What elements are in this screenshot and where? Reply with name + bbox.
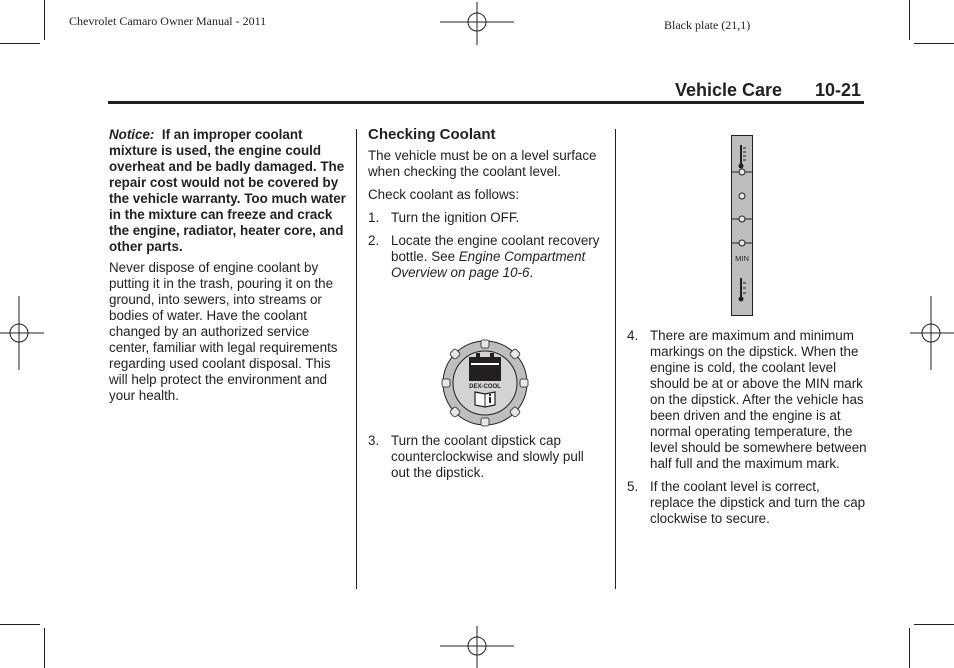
column-3 xyxy=(627,328,867,527)
step-3 xyxy=(368,433,600,481)
column-2 xyxy=(368,127,600,281)
column-divider xyxy=(615,129,616,589)
step-2 xyxy=(368,233,600,281)
dipstick-illustration xyxy=(731,135,753,316)
step-text xyxy=(391,233,600,281)
step-number: 4. xyxy=(627,328,639,343)
registration-mark-bottom xyxy=(440,624,516,668)
step-text: There are maximum and minimum markings on the dipstick. When the engine is cold, the coolant level should be at or above the MIN mark on the dipstick. After the vehicle has been driven and the engine is at normal operating temperature, the level should be somewhere between half full and the maximum mark. xyxy=(650,328,867,471)
column-1 xyxy=(109,127,349,404)
step-text-tail: . xyxy=(529,265,534,280)
disposal-paragraph: Never dispose of engine coolant by putting it in the trash, pouring it on the ground, into sewers, into streams or bodies of water. Have the coolant changed by an authorized service center, familiar with legal requirements regarding used coolant disposal. This will help protect the environment and your health. xyxy=(109,260,338,403)
notice-label: Notice: xyxy=(109,127,155,142)
cross-reference-link[interactable]: Engine Compartment Overview on page 10-6 xyxy=(391,249,586,280)
step-1 xyxy=(368,210,600,226)
intro-text: The vehicle must be on a level surface when checking the coolant level. xyxy=(368,148,597,179)
crop-mark xyxy=(44,628,45,668)
step-text: Turn the coolant dipstick cap counterclockwise and slowly pull out the dipstick. xyxy=(391,433,584,480)
step-number: 3. xyxy=(368,433,380,448)
cap-label: DEX-COOL xyxy=(469,384,501,390)
step-text: Turn the ignition OFF. xyxy=(391,210,520,225)
crop-mark xyxy=(0,43,40,44)
crop-mark xyxy=(909,628,910,668)
step-text-lead: Locate the engine coolant recovery bottle. See xyxy=(391,233,600,264)
coolant-cap-illustration xyxy=(441,339,529,427)
plate-label: Black plate (21,1) xyxy=(664,18,751,32)
registration-mark-top xyxy=(440,2,516,46)
crop-mark xyxy=(914,43,954,44)
step-number: 5. xyxy=(627,479,639,494)
step-5 xyxy=(627,479,867,527)
registration-mark-left xyxy=(0,296,44,372)
check-as-text: Check coolant as follows: xyxy=(368,187,520,202)
crop-mark xyxy=(0,624,40,625)
crop-mark xyxy=(914,624,954,625)
step-4 xyxy=(627,328,867,472)
crop-mark xyxy=(44,0,45,40)
column-2-continued xyxy=(368,433,600,481)
notice-text: If an improper coolant mixture is used, the engine could overheat and be badly damaged. The repair cost would not be covered by the vehicle warranty. Too much water in the mixture can freeze and crack the engine, radiator, heater core, and other parts. xyxy=(109,127,346,254)
column-divider xyxy=(356,129,357,589)
section-title: Vehicle Care xyxy=(675,80,783,100)
dipstick-min-label: MIN xyxy=(735,254,749,263)
registration-mark-right xyxy=(910,296,954,372)
section-heading: Checking Coolant xyxy=(368,126,496,143)
header-rule xyxy=(108,101,864,104)
notice xyxy=(109,127,349,255)
step-text: If the coolant level is correct, replace the dipstick and turn the cap clockwise to secure. xyxy=(650,479,866,526)
page-number: 10-21 xyxy=(815,80,862,100)
coolant-symbol-icon xyxy=(469,353,501,381)
step-number: 1. xyxy=(368,210,380,225)
manual-title: Chevrolet Camaro Owner Manual - 2011 xyxy=(69,14,267,28)
crop-mark xyxy=(909,0,910,40)
step-number: 2. xyxy=(368,233,380,248)
manual-info-icon xyxy=(475,392,495,407)
